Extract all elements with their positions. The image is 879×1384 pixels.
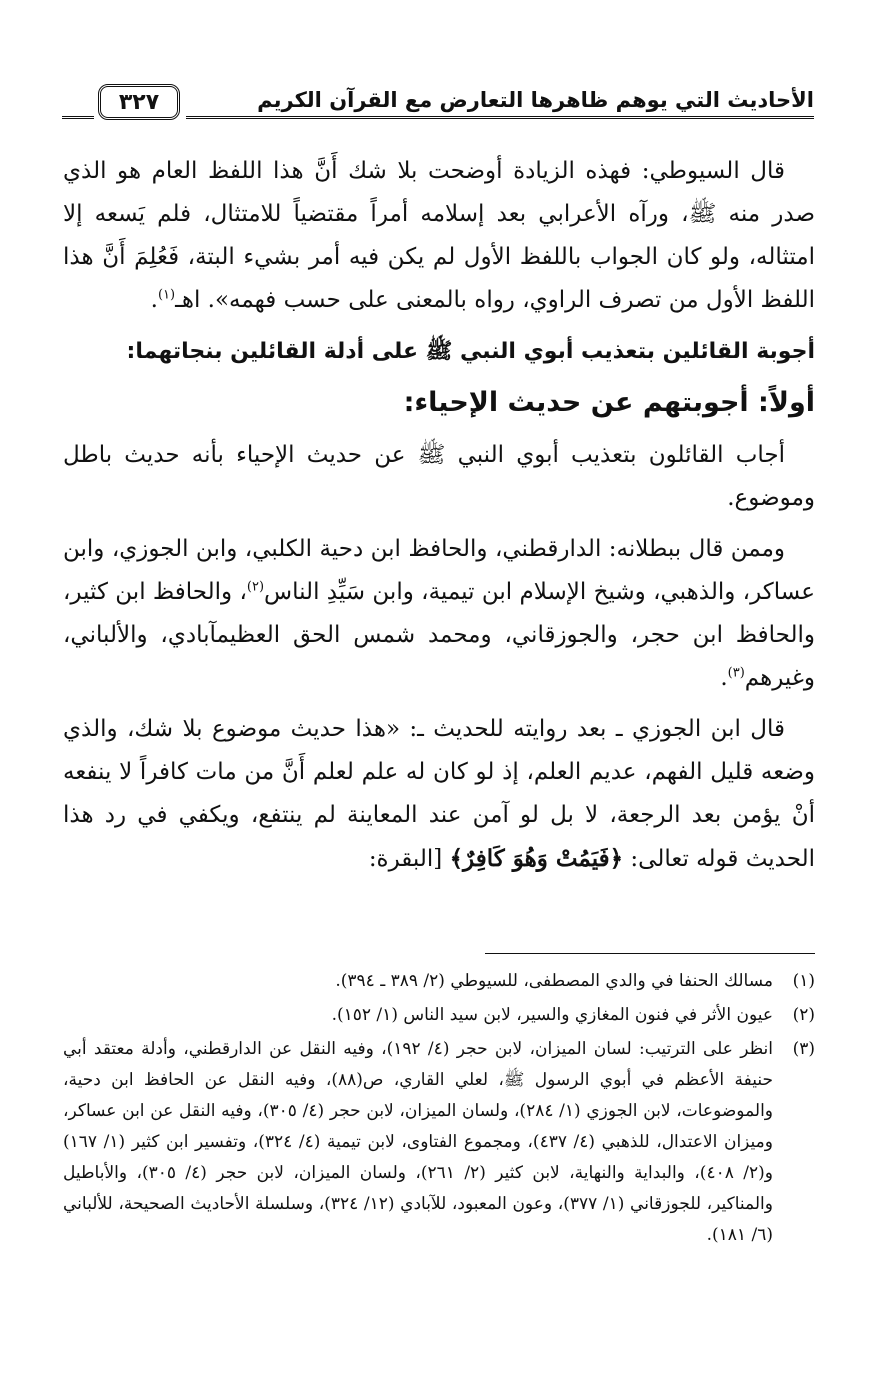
footnote-text: عيون الأثر في فنون المغازي والسير، لابن سيد الناس (١/ ١٥٢).	[331, 1005, 773, 1025]
footnote-text: انظر على الترتيب: لسان الميزان، لابن حجر (٤/ ١٩٢)، وفيه النقل عن الدارقطني، وأدلة معتقد أبي حنيفة الأعظم في أبوي الرسول ﷺ، لعلي القاري، ص(٨٨)، وفيه النقل عن الحافظ ابن دحية، والموضوعات، لابن الجوزي (١/ ٢٨٤)، ولسان الميزان، لابن حجر (٤/ ٣٠٥)، وفيه النقل عن ابن عساكر، وميزان الاعتدال، للذهبي (٤/ ٤٣٧)، ومجموع الفتاوى، لابن تيمية (٤/ ٣٢٤)، وتفسير ابن كثير (١/ ١٦٧) و(٢/ ٤٠٨)، والبداية والنهاية، لابن كثير (٢/ ٢٦١)، ولسان الميزان، لابن حجر (٤/ ٣٠٥)، والأباطيل والمناكير، للجوزقاني (١/ ٣٧٧)، وعون المعبود، للآبادي (١٢/ ٣٢٤)، وسلسلة الأحاديث الصحيحة، للألباني (٦/ ١٨١).	[63, 1039, 774, 1245]
paragraph-text: [البقرة:	[368, 846, 450, 872]
running-title: الأحاديث التي يوهم ظاهرها التعارض مع القرآن الكريم	[257, 88, 814, 112]
subsection-heading: أولاً: أجوبتهم عن حديث الإحياء:	[403, 387, 815, 418]
paragraph-text: وممن قال ببطلانه: الدارقطني، والحافظ ابن دحية الكلبي، وابن الجوزي، وابن عساكر، والذهبي، وشيخ الإسلام ابن تيمية، وابن سَيِّدِ الناس	[63, 536, 815, 605]
paragraph-end: .	[720, 665, 728, 691]
header-rule	[186, 116, 814, 119]
page-header	[62, 80, 814, 132]
footnote-separator	[485, 953, 815, 954]
header-rule-stub	[62, 116, 94, 119]
footnote-number: (١)	[792, 971, 815, 991]
footnote-text: مسالك الحنفا في والدي المصطفى، للسيوطي (٢/ ٣٨٩ ـ ٣٩٤).	[335, 971, 773, 991]
footnote-ref-3[interactable]: (٣)	[727, 665, 745, 681]
footnote-ref-1[interactable]: (١)	[157, 287, 176, 303]
paragraph-suyuti-quote	[63, 150, 815, 322]
footnotes	[63, 966, 815, 1254]
footnote-ref-2[interactable]: (٢)	[246, 579, 265, 595]
body-text	[63, 150, 815, 889]
section-heading: أجوبة القائلين بتعذيب أبوي النبي ﷺ على أدلة القائلين بنجاتهما:	[126, 339, 815, 364]
footnote-number: (٣)	[792, 1039, 815, 1059]
quran-verse: ﴿فَيَمُتْ وَهُوَ كَافِرٌ﴾	[449, 845, 624, 872]
paragraph-answer: أجاب القائلون بتعذيب أبوي النبي ﷺ عن حديث الإحياء بأنه حديث باطل وموضوع.	[63, 442, 815, 511]
footnote-item	[63, 1034, 815, 1251]
footnote-item	[63, 1000, 815, 1031]
paragraph-scholars	[63, 528, 815, 700]
footnote-number: (٢)	[792, 1005, 815, 1025]
paragraph-text: قال السيوطي: فهذه الزيادة أوضحت بلا شك أَنَّ هذا اللفظ العام هو الذي صدر منه ﷺ، ورآه الأعرابي بعد إسلامه أمراً مقتضياً للامتثال، فلم يَسعه إلا امتثاله، ولو كان الجواب باللفظ الأول لم يكن فيه أمر بشيء البتة، فَعُلِمَ أَنَّ هذا اللفظ الأول من تصرف الراوي، رواه بالمعنى على حسب فهمه». اهـ	[63, 158, 815, 313]
page-number: ٣٢٧	[98, 84, 180, 120]
paragraph-end: .	[150, 287, 158, 313]
paragraph-ibn-jawzi	[63, 708, 815, 881]
paragraph-text: قال ابن الجوزي ـ بعد روايته للحديث ـ: «هذا حديث موضوع بلا شك، والذي وضعه قليل الفهم، عديم العلم، إذ لو كان له علم لعلم أَنَّ من مات كافراً لا ينفعه أنْ يؤمن بعد الرجعة، لا بل لو آمن عند المعاينة لم ينتفع، ويكفي في رد هذا الحديث قوله تعالى:	[63, 716, 815, 872]
paragraph-text: ، والحافظ ابن كثير، والحافظ ابن حجر، والجوزقاني، ومحمد شمس الحق العظيمآبادي، والألباني، وغيرهم	[63, 579, 815, 691]
footnote-item	[63, 966, 815, 997]
